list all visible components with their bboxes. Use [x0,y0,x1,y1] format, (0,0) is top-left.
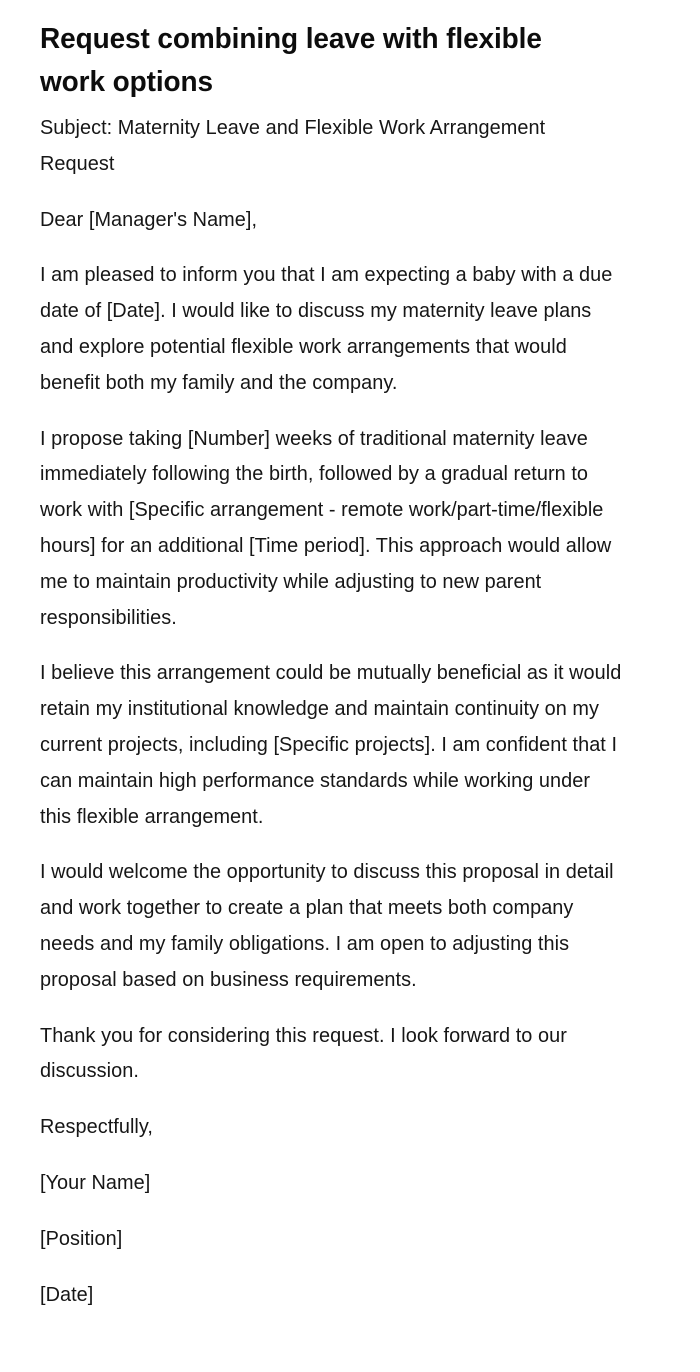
salutation: Dear [Manager's Name], [40,207,258,231]
signature-name: [Your Name] [40,1170,151,1194]
signature-position: [Position] [40,1226,123,1250]
page-title: Request combining leave with flexible work options [40,23,542,98]
body-paragraph-5: Thank you for considering this request. I look forward to our discussion. [40,1023,567,1083]
signature-date: [Date] [40,1282,94,1306]
body-paragraph-1: I am pleased to inform you that I am expecting a baby with a due date of [Date]. I would like to discuss my maternity leave plans and explore potential flexible work arrangements that would benefit both my family and the company. [40,263,613,394]
letter-body [40,110,640,1312]
body-paragraph-3: I believe this arrangement could be mutually beneficial as it would retain my institutional knowledge and maintain continuity on my current projects, including [Specific projects]. I am confident that I can maintain high performance standards while working under this flexible arrangement. [40,661,622,828]
closing-salutation: Respectfully, [40,1115,153,1139]
subject-line: Subject: Maternity Leave and Flexible Work Arrangement Request [40,116,546,175]
body-paragraph-2: I propose taking [Number] weeks of traditional maternity leave immediately following the birth, followed by a gradual return to work with [Specific arrangement - remote work/part-time/flexible hours] for an additional [Time period]. This approach would allow me to maintain productivity while adjusting to new parent responsibilities. [40,426,612,629]
body-paragraph-4: I would welcome the opportunity to discuss this proposal in detail and work together to create a plan that meets both company needs and my family obligations. I am open to adjusting this proposal based on business requirements. [40,860,614,991]
